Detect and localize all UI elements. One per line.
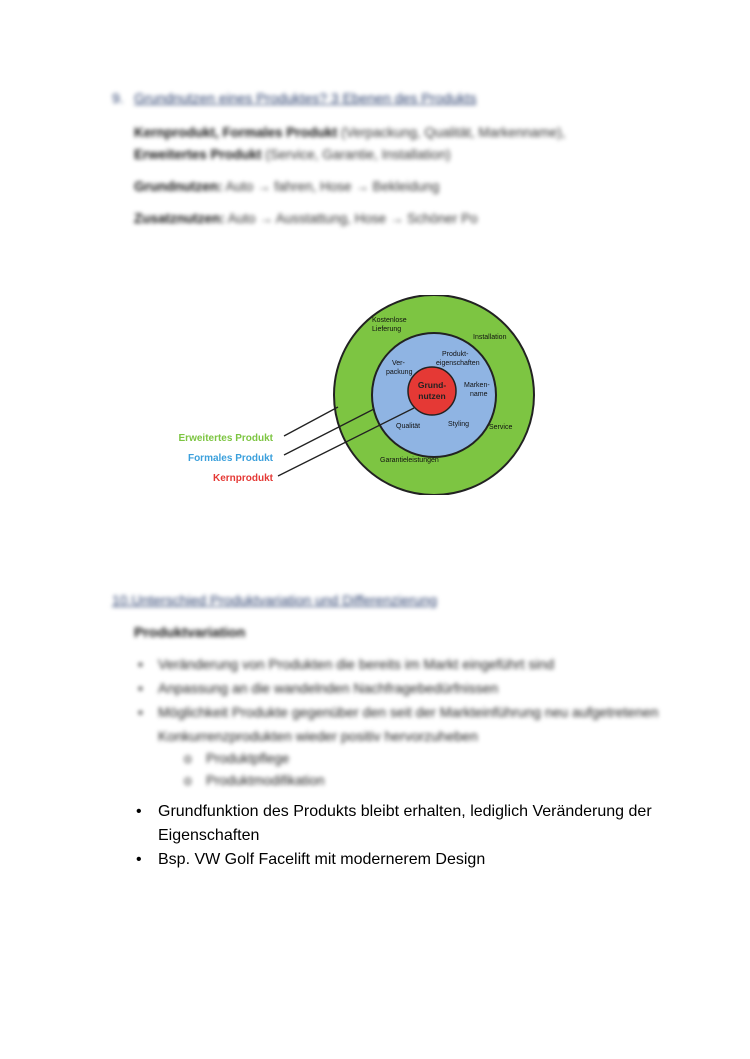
bold-term: Erweitertes Produkt	[134, 147, 262, 162]
label-nutzen: nutzen	[418, 391, 446, 401]
sub-bullet-icon: o	[184, 773, 192, 788]
label-produkt-1: Produkt-	[442, 351, 469, 358]
question-10-heading: 10.Unterschied Produktvariation und Differenzierung	[112, 592, 438, 608]
sub-bullets	[158, 748, 672, 792]
sub-bullet-icon: o	[184, 751, 192, 766]
label-marken-1: Marken-	[464, 382, 490, 389]
bullet-text: Möglichkeit Produkte gegenüber den seit der Markteinführung neu aufgetretenen Konkurrenzprodukten wieder positiv hervorzuheben	[158, 704, 659, 744]
list-item	[134, 652, 672, 676]
list-item	[134, 848, 674, 872]
subheading-produktvariation: Produktvariation	[134, 624, 246, 640]
bullet-icon: •	[136, 851, 142, 868]
label-installation: Installation	[473, 334, 507, 341]
label-produkt-2: eigenschaften	[436, 360, 480, 367]
levels-line-2	[134, 144, 672, 166]
question-9-heading	[112, 90, 672, 106]
label-grund: Grund-	[417, 380, 447, 390]
bold-term: Zusatznutzen:	[134, 211, 225, 226]
plain-text: Auto → Ausstattung, Hose → Schöner Po	[224, 211, 478, 226]
plain-text: (Service, Garantie, Installation)	[261, 147, 451, 162]
label-kostenlose: Kostenlose	[372, 317, 407, 324]
grundnutzen-line	[134, 176, 672, 198]
label-service: Service	[489, 424, 513, 431]
question-number: 9.	[112, 90, 124, 106]
bullet-icon: •	[138, 656, 143, 672]
product-levels-svg	[160, 295, 550, 495]
bullet-icon: •	[138, 704, 143, 720]
plain-text: Auto → fahren, Hose → Bekleidung	[222, 179, 440, 194]
sub-list-item	[182, 748, 672, 770]
list-item	[134, 800, 674, 848]
legend-kernprodukt: Kernprodukt	[213, 473, 273, 484]
label-lieferung: Lieferung	[372, 326, 402, 333]
sub-bullet-text: Produktpflege	[206, 751, 290, 766]
question-title: Grundnutzen eines Produktes? 3 Ebenen des Produkts	[134, 90, 477, 106]
levels-line-1	[134, 122, 672, 144]
legend-erweitertes-produkt: Erweitertes Produkt	[178, 433, 273, 444]
sub-bullet-text: Produktmodifikation	[206, 773, 325, 788]
bullet-icon: •	[136, 803, 142, 820]
label-garantieleistungen: Garantieleistungen	[380, 457, 439, 464]
label-verpackung-2: packung	[386, 369, 413, 376]
label-marken-2: name	[470, 391, 488, 398]
plain-text: (Verpackung, Qualität, Markenname),	[337, 125, 566, 140]
product-levels-diagram	[160, 295, 550, 495]
bullet-text: Grundfunktion des Produkts bleibt erhalten, lediglich Veränderung der Eigenschaften	[158, 803, 652, 844]
bullet-text: Veränderung von Produkten die bereits im Markt eingeführt sind	[158, 656, 555, 672]
list-item	[134, 700, 672, 792]
question-9	[112, 90, 672, 230]
legend-formales-produkt: Formales Produkt	[187, 453, 273, 464]
sub-list-item	[182, 770, 672, 792]
question-10	[112, 592, 672, 792]
zusatznutzen-line	[134, 208, 672, 230]
bullet-text: Anpassung an die wandelnden Nachfragebedürfnissen	[158, 680, 499, 696]
bold-term: Grundnutzen:	[134, 179, 223, 194]
visible-bullets	[134, 800, 674, 872]
bold-term: Kernprodukt, Formales Produkt	[134, 125, 338, 140]
list-item	[134, 676, 672, 700]
bullet-text: Bsp. VW Golf Facelift mit modernerem Design	[158, 851, 486, 868]
label-styling: Styling	[448, 421, 470, 428]
label-qualitaet: Qualität	[396, 423, 421, 430]
produktvariation-bullets	[112, 652, 672, 792]
label-verpackung-1: Ver-	[392, 360, 405, 367]
bullet-icon: •	[138, 680, 143, 696]
